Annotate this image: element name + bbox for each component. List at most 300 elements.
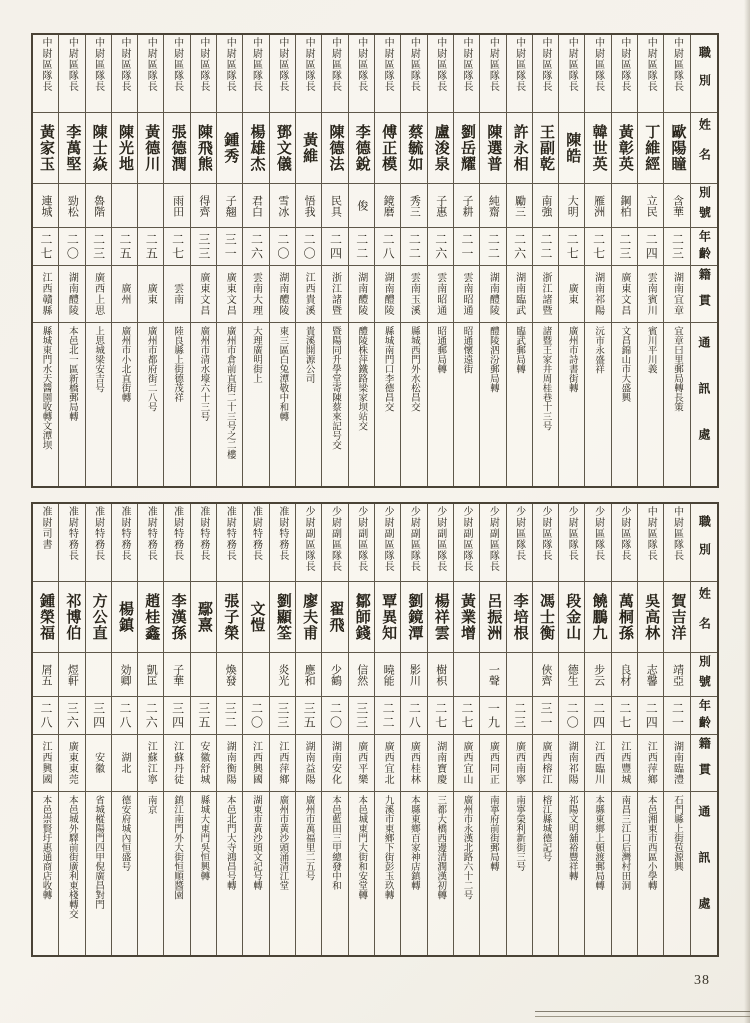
person-address-cell — [612, 323, 637, 486]
person-rank: 中尉區隊長 — [671, 37, 683, 92]
person-name-cell — [507, 113, 532, 184]
person-native: 江西興國 — [40, 741, 52, 785]
header-address-cell — [691, 792, 717, 955]
person-age: 二〇 — [302, 232, 317, 261]
person-rank: 中尉區隊長 — [382, 37, 394, 92]
person-age-cell — [217, 697, 242, 735]
person-age: 二〇 — [565, 701, 580, 730]
header-age-cell — [691, 697, 717, 735]
person-native: 浙江諸暨 — [329, 272, 341, 316]
person-age: 二六 — [144, 701, 159, 730]
person-alias-cell — [375, 184, 400, 228]
person-rank: 少尉副區隊長 — [487, 506, 499, 572]
person-alias-cell — [243, 653, 268, 697]
header-name-cell — [691, 582, 717, 653]
header-name-label: 姓名 — [697, 118, 712, 178]
person-native-cell — [401, 735, 426, 792]
person-age-cell — [322, 697, 347, 735]
person-alias-cell — [638, 653, 663, 697]
person-name-cell — [86, 113, 111, 184]
person-address-cell — [296, 323, 321, 486]
person-address-cell — [138, 323, 163, 486]
person-name-cell — [428, 113, 453, 184]
person-address: 縣城東門水天醬園收轉文潭坝 — [40, 326, 51, 450]
person-age: 二三 — [91, 232, 106, 261]
person-rank: 准尉特務長 — [118, 506, 130, 561]
person-name: 祁博伯 — [64, 593, 81, 641]
person-column — [375, 35, 401, 486]
person-native: 江西臨川 — [592, 741, 604, 785]
person-age-cell — [33, 228, 58, 266]
person-native: 廣西宜山 — [461, 741, 473, 785]
person-native-cell — [454, 735, 479, 792]
person-column — [401, 504, 427, 955]
person-address-cell — [270, 792, 295, 955]
person-rank: 准尉特務長 — [197, 506, 209, 561]
person-alias: 子華 — [171, 663, 184, 686]
person-native-cell — [507, 735, 532, 792]
person-alias-cell — [428, 653, 453, 697]
person-column — [533, 504, 559, 955]
person-alias: 連城 — [40, 194, 53, 217]
header-native-cell — [691, 266, 717, 323]
person-address: 廣州市萬福里二五号 — [303, 795, 314, 881]
person-age: 二八 — [39, 701, 54, 730]
person-native-cell — [164, 266, 189, 323]
person-age: 二三 — [670, 232, 685, 261]
person-age-cell — [454, 228, 479, 266]
person-age-cell — [533, 697, 558, 735]
person-address: 廣州市詩書街轉 — [566, 326, 577, 393]
person-native-cell — [638, 266, 663, 323]
person-column — [164, 504, 190, 955]
person-age-cell — [191, 697, 216, 735]
person-rank-cell — [480, 35, 505, 113]
person-column — [59, 504, 85, 955]
person-address-cell — [638, 792, 663, 955]
person-native: 廣東 — [145, 283, 157, 305]
person-name: 鄧文儀 — [274, 124, 291, 172]
person-rank-cell — [59, 504, 84, 582]
person-alias: 大明 — [566, 194, 579, 217]
person-rank: 中尉區隊長 — [224, 37, 236, 92]
person-rank-cell — [138, 504, 163, 582]
person-name-cell — [138, 582, 163, 653]
person-native-cell — [296, 735, 321, 792]
person-alias: 凱匡 — [145, 663, 158, 686]
person-native-cell — [138, 266, 163, 323]
person-address: 縣城大東門吳恒興轉 — [198, 795, 209, 881]
person-column — [191, 504, 217, 955]
person-age-cell — [533, 228, 558, 266]
person-native: 廣西同正 — [487, 741, 499, 785]
person-age: 二四 — [328, 232, 343, 261]
person-age: 一九 — [486, 701, 501, 730]
person-name-cell — [270, 113, 295, 184]
person-name-cell — [59, 582, 84, 653]
person-alias: 煜軒 — [66, 663, 79, 686]
person-column — [428, 35, 454, 486]
person-column — [612, 504, 638, 955]
person-address: 本邑崇賢圩惠通商店收轉 — [40, 795, 51, 900]
person-address: 廣州市永漢北路六十二号 — [461, 795, 472, 900]
person-native: 湖南衡陽 — [224, 741, 236, 785]
person-age-cell — [33, 697, 58, 735]
person-address: 德安府城內恒盛号 — [119, 795, 130, 871]
person-name-cell — [559, 582, 584, 653]
person-native: 雲南玉溪 — [408, 272, 420, 316]
person-rank-cell — [585, 35, 610, 113]
person-address-cell — [33, 323, 58, 486]
person-name: 李德銳 — [353, 124, 370, 172]
person-age-cell — [428, 697, 453, 735]
person-alias-cell — [138, 184, 163, 228]
person-address: 本縣東鄉上頓渡郵局轉 — [593, 795, 604, 890]
person-address: 南京 — [145, 795, 156, 814]
person-alias: 君白 — [250, 194, 263, 217]
person-address: 省城樅陽門四甲倪廣昌對門 — [93, 795, 104, 909]
person-age-cell — [559, 697, 584, 735]
person-age: 二二 — [354, 232, 369, 261]
person-age: 二七 — [460, 701, 475, 730]
person-age-cell — [454, 697, 479, 735]
person-column — [559, 504, 585, 955]
person-rank: 准尉特務長 — [145, 506, 157, 561]
person-age: 三五 — [302, 701, 317, 730]
person-address: 本邑城東門大街和安堂轉 — [356, 795, 367, 900]
person-column — [86, 35, 112, 486]
person-age: 二〇 — [65, 232, 80, 261]
person-native: 雲南大理 — [250, 272, 262, 316]
person-alias: 良材 — [618, 663, 631, 686]
person-native: 廣東文昌 — [197, 272, 209, 316]
person-alias: 立民 — [645, 194, 658, 217]
person-address-cell — [428, 323, 453, 486]
person-rank: 中尉區隊長 — [355, 37, 367, 92]
person-age-cell — [112, 697, 137, 735]
person-alias-cell — [375, 653, 400, 697]
person-native-cell — [217, 735, 242, 792]
person-rank-cell — [559, 35, 584, 113]
person-address-cell — [428, 792, 453, 955]
person-rank-cell — [612, 35, 637, 113]
person-age: 三三 — [196, 232, 211, 261]
person-name: 黃業增 — [459, 593, 476, 641]
person-name-cell — [322, 113, 347, 184]
person-rank-cell — [217, 504, 242, 582]
person-age: 二八 — [381, 232, 396, 261]
person-column — [559, 35, 585, 486]
person-alias: 含華 — [671, 194, 684, 217]
person-address: 暨陽同升學堂寄陳蔡來記号交 — [329, 326, 340, 450]
person-native: 湖北 — [118, 752, 130, 774]
person-age-cell — [86, 228, 111, 266]
person-native-cell — [664, 266, 689, 323]
person-age: 二五 — [144, 232, 159, 261]
person-column — [138, 35, 164, 486]
person-age-cell — [322, 228, 347, 266]
person-rank-cell — [33, 504, 58, 582]
person-native-cell — [349, 735, 374, 792]
header-age-label: 年齡 — [697, 698, 712, 733]
person-alias-cell — [480, 653, 505, 697]
header-rank-label: 職別 — [697, 514, 712, 571]
scan-artifact-line — [535, 1011, 750, 1017]
header-alias-label: 別號 — [697, 654, 712, 695]
person-native-cell — [585, 735, 610, 792]
person-address-cell — [612, 792, 637, 955]
person-age-cell — [401, 228, 426, 266]
person-name: 王副乾 — [537, 124, 554, 172]
person-age: 二一 — [670, 701, 685, 730]
person-alias: 一聲 — [487, 663, 500, 686]
person-native: 廣西宜北 — [382, 741, 394, 785]
person-age-cell — [270, 228, 295, 266]
person-column — [638, 35, 664, 486]
person-native: 江蘇江寧 — [145, 741, 157, 785]
person-native: 湖南臨武 — [513, 272, 525, 316]
person-column — [296, 35, 322, 486]
person-alias-cell — [217, 184, 242, 228]
person-name: 楊鎮 — [116, 601, 133, 633]
person-rank-cell — [454, 504, 479, 582]
person-native: 安徽 — [92, 752, 104, 774]
person-name: 文愷 — [248, 601, 265, 633]
person-name-cell — [243, 113, 268, 184]
person-rank: 中尉區隊長 — [92, 37, 104, 92]
person-name: 劉岳耀 — [459, 124, 476, 172]
person-column — [349, 35, 375, 486]
person-name: 傅正模 — [380, 124, 397, 172]
person-native: 湖南益陽 — [303, 741, 315, 785]
person-alias-cell — [533, 184, 558, 228]
person-rank-cell — [86, 35, 111, 113]
person-alias-cell — [428, 184, 453, 228]
person-name-cell — [59, 113, 84, 184]
person-rank-cell — [585, 504, 610, 582]
person-address-cell — [454, 792, 479, 955]
person-address-cell — [86, 323, 111, 486]
person-native: 廣西榕江 — [539, 741, 551, 785]
person-name: 李培根 — [511, 593, 528, 641]
person-alias-cell — [533, 653, 558, 697]
page-number: 38 — [694, 973, 710, 988]
person-rank: 中尉區隊長 — [40, 37, 52, 92]
person-alias: 得齊 — [197, 194, 210, 217]
person-age: 二三 — [617, 232, 632, 261]
person-column — [112, 35, 138, 486]
person-column — [270, 35, 296, 486]
entry-columns-lower — [33, 504, 691, 955]
person-alias-cell — [191, 184, 216, 228]
person-age-cell — [164, 228, 189, 266]
person-alias: 秀三 — [408, 194, 421, 217]
person-name: 楊雄杰 — [248, 124, 265, 172]
person-rank-cell — [191, 35, 216, 113]
person-column — [585, 504, 611, 955]
person-rank: 少尉副區隊長 — [461, 506, 473, 572]
person-address-cell — [112, 323, 137, 486]
person-native-cell — [112, 735, 137, 792]
person-name: 李萬堅 — [64, 124, 81, 172]
person-age: 二一 — [460, 232, 475, 261]
person-age: 二七 — [433, 701, 448, 730]
person-name-cell — [401, 113, 426, 184]
person-name: 趙桂鑫 — [143, 593, 160, 641]
person-name: 陳飛熊 — [195, 124, 212, 172]
person-age-cell — [585, 228, 610, 266]
person-native-cell — [454, 266, 479, 323]
person-age: 二四 — [644, 701, 659, 730]
person-address: 本縣東鄉百家神店鎮轉 — [408, 795, 419, 890]
person-address-cell — [480, 792, 505, 955]
person-address-cell — [270, 323, 295, 486]
person-alias-cell — [349, 653, 374, 697]
person-alias: 俊 — [355, 200, 368, 211]
person-rank: 中尉區隊長 — [618, 37, 630, 92]
person-rank: 中尉區隊長 — [329, 37, 341, 92]
person-name-cell — [270, 582, 295, 653]
person-address-cell — [559, 792, 584, 955]
person-name: 劉鏡潭 — [406, 593, 423, 641]
person-native: 江蘇丹徒 — [171, 741, 183, 785]
person-native-cell — [664, 735, 689, 792]
person-native: 湖南寶慶 — [434, 741, 446, 785]
person-alias-cell — [164, 184, 189, 228]
person-address-cell — [164, 792, 189, 955]
person-name-cell — [138, 113, 163, 184]
person-name-cell — [349, 113, 374, 184]
person-age: 三六 — [65, 701, 80, 730]
person-age-cell — [507, 228, 532, 266]
person-column — [454, 35, 480, 486]
person-rank: 中尉區隊長 — [250, 37, 262, 92]
person-name: 段金山 — [564, 593, 581, 641]
person-rank: 中尉區隊長 — [197, 37, 209, 92]
person-age: 二四 — [591, 701, 606, 730]
person-alias: 鏡磨 — [382, 194, 395, 217]
person-name-cell — [191, 582, 216, 653]
person-address-cell — [322, 792, 347, 955]
person-rank-cell — [507, 504, 532, 582]
person-alias-cell — [507, 184, 532, 228]
person-rank-cell — [112, 35, 137, 113]
person-rank-cell — [112, 504, 137, 582]
person-native: 廣東文昌 — [224, 272, 236, 316]
person-rank: 中尉區隊長 — [303, 37, 315, 92]
person-name-cell — [585, 582, 610, 653]
person-name: 張子榮 — [222, 593, 239, 641]
person-native: 雲南昭通 — [461, 272, 473, 316]
person-age: 二七 — [565, 232, 580, 261]
person-rank: 中尉區隊長 — [276, 37, 288, 92]
person-age: 二五 — [117, 232, 132, 261]
person-name: 黃維 — [301, 132, 318, 164]
person-rank-cell — [664, 504, 689, 582]
person-native-cell — [612, 735, 637, 792]
person-age-cell — [191, 228, 216, 266]
person-address-cell — [349, 792, 374, 955]
person-column — [533, 35, 559, 486]
person-column — [480, 504, 506, 955]
person-column — [86, 504, 112, 955]
person-address: 醴陵泗汾郵局轉 — [487, 326, 498, 393]
person-name-cell — [401, 582, 426, 653]
person-age: 二七 — [617, 701, 632, 730]
person-alias: 効卿 — [118, 663, 131, 686]
header-address-label: 通訊處 — [696, 804, 711, 943]
person-address: 九溪市東鄉下街彭玉玖轉 — [382, 795, 393, 900]
header-alias-cell — [691, 184, 717, 228]
person-column — [191, 35, 217, 486]
person-rank-cell — [507, 35, 532, 113]
person-native-cell — [349, 266, 374, 323]
person-age: 二二 — [381, 701, 396, 730]
person-native-cell — [33, 735, 58, 792]
person-age-cell — [243, 697, 268, 735]
person-name: 陳皓 — [564, 132, 581, 164]
person-rank: 中尉區隊長 — [66, 37, 78, 92]
person-age: 三三 — [354, 701, 369, 730]
person-name: 饒鵬九 — [590, 593, 607, 641]
person-rank: 少尉副區隊長 — [303, 506, 315, 572]
person-native-cell — [480, 266, 505, 323]
person-name: 韓世英 — [590, 124, 607, 172]
person-rank-cell — [217, 35, 242, 113]
person-name: 鄢熹 — [195, 601, 212, 633]
person-alias-cell — [33, 184, 58, 228]
person-age-cell — [138, 697, 163, 735]
person-alias-cell — [112, 184, 137, 228]
person-alias: 樹枳 — [434, 663, 447, 686]
person-age: 二二 — [486, 232, 501, 261]
person-rank-cell — [164, 504, 189, 582]
person-name: 吳高林 — [643, 593, 660, 641]
person-name-cell — [454, 582, 479, 653]
person-rank-cell — [664, 35, 689, 113]
person-name-cell — [217, 113, 242, 184]
person-address-cell — [401, 323, 426, 486]
person-rank: 中尉區隊長 — [408, 37, 420, 92]
person-rank-cell — [243, 35, 268, 113]
person-rank: 中尉區隊長 — [645, 506, 657, 561]
person-native: 湖南醴陵 — [382, 272, 394, 316]
person-alias-cell — [612, 653, 637, 697]
person-native-cell — [533, 735, 558, 792]
person-alias-cell — [59, 653, 84, 697]
person-column — [585, 35, 611, 486]
person-rank-cell — [612, 504, 637, 582]
entry-columns-upper — [33, 35, 691, 486]
person-address: 昭通郵局轉 — [435, 326, 446, 374]
person-name-cell — [533, 113, 558, 184]
person-age: 二六 — [249, 232, 264, 261]
person-address-cell — [86, 792, 111, 955]
person-alias: 民具 — [329, 194, 342, 217]
person-rank: 中尉區隊長 — [461, 37, 473, 92]
person-name-cell — [559, 113, 584, 184]
person-alias-cell — [138, 653, 163, 697]
person-alias-cell — [191, 653, 216, 697]
person-address-cell — [296, 792, 321, 955]
person-name: 張德潤 — [169, 124, 186, 172]
person-rank: 中尉區隊長 — [566, 37, 578, 92]
person-address: 本邑城外驛前街廣利東棧轉交 — [66, 795, 77, 919]
person-name: 萬桐孫 — [616, 593, 633, 641]
person-native-cell — [138, 735, 163, 792]
person-age-cell — [138, 228, 163, 266]
person-name-cell — [112, 582, 137, 653]
